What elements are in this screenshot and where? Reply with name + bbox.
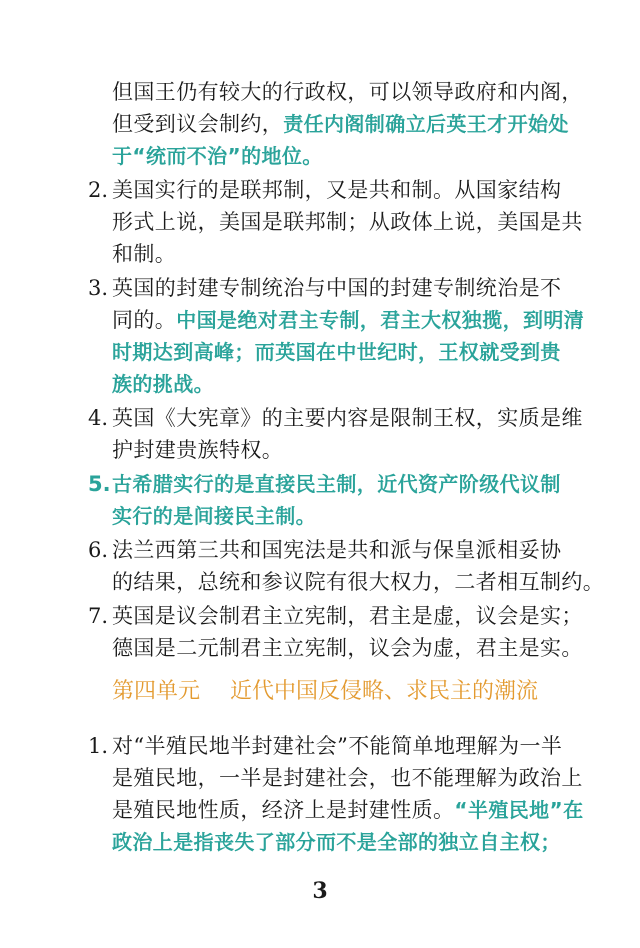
section-title-text: 近代中国反侵略、求民主的潮流 [230,679,539,704]
item-2-line-3: 和制。 [112,242,177,266]
item-3-line-4-highlight: 族的挑战。 [112,372,214,396]
item-4-line-2: 护封建贵族特权。 [112,438,284,462]
item-2-line-2: 形式上说，美国是联邦制；从政体上说，美国是共 [112,210,583,234]
page-number: 3 [312,878,328,904]
item-4-number: 4. [88,406,109,430]
continuation-line-1: 但国王仍有较大的行政权，可以领导政府和内阁， [112,80,583,104]
item-2-number: 2. [88,178,109,202]
section-item-1-line-2: 是殖民地，一半是封建社会，也不能理解为政治上 [112,766,583,790]
section-unit: 第四单元 [112,679,201,704]
section-item-1-line-4-highlight: 政治上是指丧失了部分而不是全部的独立自主权； [112,830,561,854]
section-item-1-line-3-text: 是殖民地性质，经济上是封建性质。 [112,798,455,822]
item-7-line-2: 德国是二元制君主立宪制，议会为虚，君主是实。 [112,636,583,660]
item-7-number: 7. [88,604,109,628]
item-6-line-2: 的结果，总统和参议院有很大权力，二者相互制约。 [112,570,605,594]
item-7-line-1: 英国是议会制君主立宪制，君主是虚，议会是实； [112,604,583,628]
item-3-line-3-highlight: 时期达到高峰；而英国在中世纪时，王权就受到贵 [112,340,561,364]
item-2-line-1: 美国实行的是联邦制，又是共和制。从国家结构 [112,178,562,202]
item-6-line-1: 法兰西第三共和国宪法是共和派与保皇派相妥协 [112,538,562,562]
continuation-line-3-highlight: 于“统而不治”的地位。 [112,144,323,168]
section-item-1-line-3-highlight: “半殖民地”在 [454,798,584,822]
continuation-line-2-highlight: 责任内阁制确立后英王才开始处 [283,112,569,136]
continuation-line-2-text: 但受到议会制约， [112,112,284,136]
section-item-1-line-1: 对“半殖民地半封建社会”不能简单地理解为一半 [112,734,563,758]
item-5-line-1-highlight: 古希腊实行的是直接民主制，近代资产阶级代议制 [112,472,561,496]
section-item-1-number: 1. [88,734,109,758]
item-5-number: 5. [88,472,111,496]
item-6-number: 6. [88,538,109,562]
section-heading [112,676,538,708]
item-4-line-1: 英国《大宪章》的主要内容是限制王权，实质是维 [112,406,583,430]
item-3-line-2-text: 同的。 [112,308,177,332]
item-3-line-2 [112,304,584,336]
item-3-number: 3. [88,276,109,300]
section-item-1-line-3 [112,794,584,826]
item-3-line-1: 英国的封建专制统治与中国的封建专制统治是不 [112,276,562,300]
continuation-line-2 [112,108,569,140]
item-5-line-2-highlight: 实行的是间接民主制。 [112,504,316,528]
item-3-line-2-highlight: 中国是绝对君主专制，君主大权独揽，到明清 [176,308,585,332]
